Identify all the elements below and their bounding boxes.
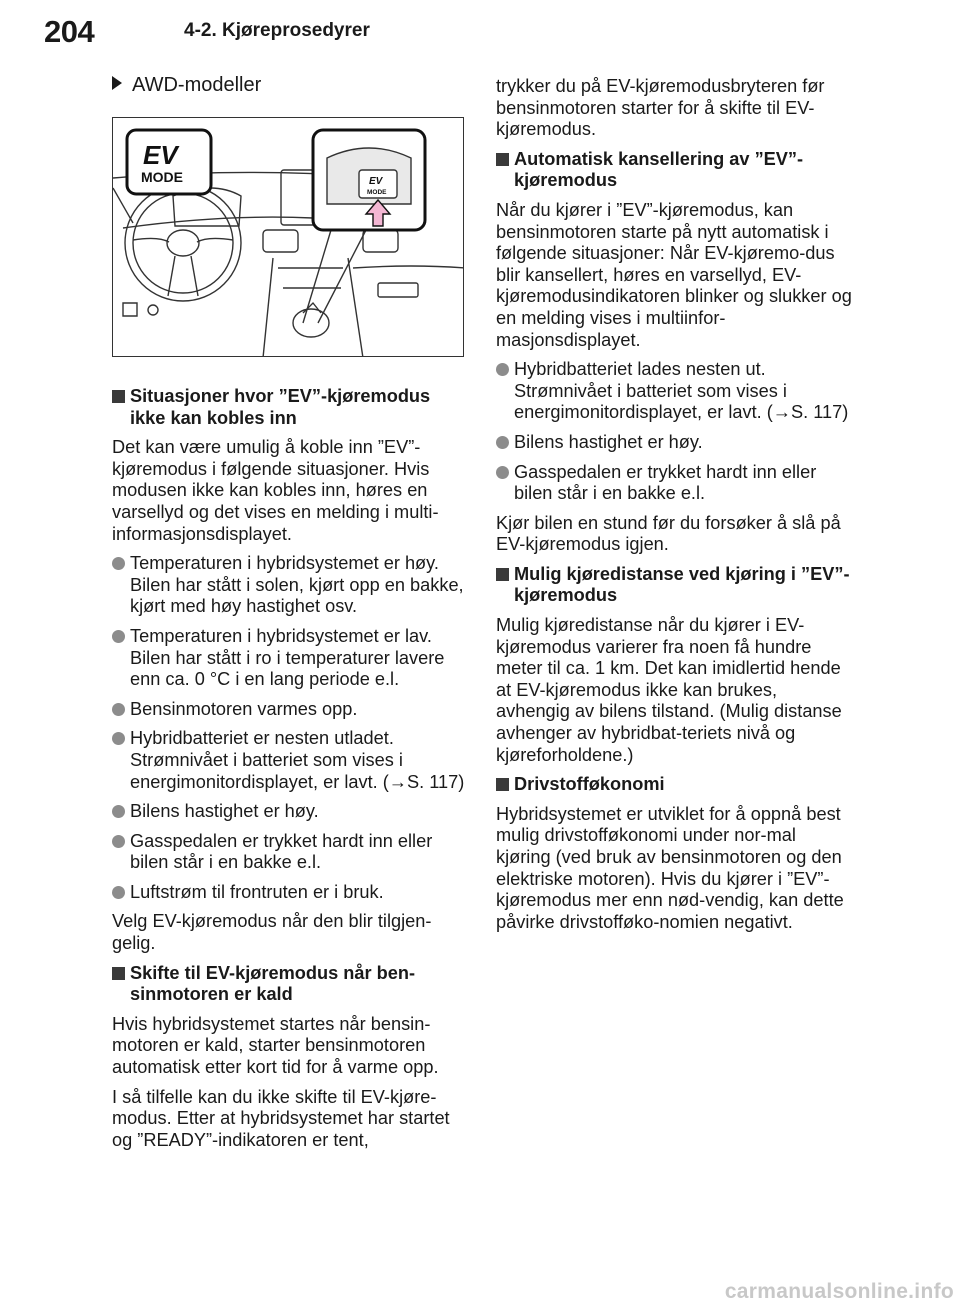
circle-bullet-icon <box>112 703 125 716</box>
left-column <box>112 386 468 1159</box>
page-header <box>0 0 960 70</box>
square-bullet-icon <box>496 153 509 166</box>
page-number: 204 <box>44 14 95 49</box>
dashboard-drawing <box>113 118 464 357</box>
paragraph: Hybridsystemet er utviklet for å oppnå best mulig drivstofføkonomi under nor-mal kjøring (ved bruk av bensinmotoren og den elektriske motoren). Hvis du kjører i ”EV”-kjøremodus mer enn nød-vendig, kan dette påvirke drivstofføko-nomien negativt. <box>496 803 844 932</box>
circle-bullet-icon <box>112 557 125 570</box>
circle-bullet-icon <box>112 805 125 818</box>
right-column <box>496 76 852 941</box>
paragraph: trykker du på EV-kjøremodusbryteren før bensinmotoren starter for å skifte til EV-kjøremodus. <box>496 76 825 140</box>
circle-bullet-icon <box>496 363 509 376</box>
section-heading: Automatisk kansellering av ”EV”-kjøremodus <box>496 149 852 192</box>
paragraph: Kjør bilen en stund før du forsøker å slå på EV-kjøremodus igjen. <box>496 512 841 555</box>
paragraph: Velg EV-kjøremodus når den blir tilgjen-gelig. <box>112 911 432 954</box>
circle-bullet-icon <box>112 630 125 643</box>
section-heading: Skifte til EV-kjøremodus når ben-sinmotoren er kald <box>112 963 468 1006</box>
section-heading: Situasjoner hvor ”EV”-kjøremodus ikke kan kobles inn <box>112 386 468 429</box>
callout-mode-label: MODE <box>141 169 183 185</box>
paragraph: Det kan være umulig å koble inn ”EV”-kjøremodus i følgende situasjoner. Hvis modusen ikke kan kobles inn, høres en varsellyd og det vises en melding i multi-informasjonsdisplayet. <box>112 437 439 544</box>
square-bullet-icon <box>496 778 509 791</box>
square-bullet-icon <box>496 568 509 581</box>
list-item: Hybridbatteriet lades nesten ut. Strømnivået i batteriet som vises i energimonitordisplayet, er lavt. (→S. 117) <box>496 359 852 424</box>
callout-ev-label: EV <box>143 140 178 170</box>
list-item: Bilens hastighet er høy. <box>112 801 468 823</box>
circle-bullet-icon <box>496 436 509 449</box>
circle-bullet-icon <box>112 886 125 899</box>
ev-mode-illustration <box>112 117 464 357</box>
paragraph: I så tilfelle kan du ikke skifte til EV-kjøre-modus. Etter at hybridsystemet har startet og ”READY”-indikatoren er tent, <box>112 1086 450 1150</box>
paragraph: Hvis hybridsystemet startes når bensin-motoren er kald, starter bensinmotoren automatisk etter kort tid for å varme opp. <box>112 1013 439 1078</box>
button-mode-label: MODE <box>367 189 387 196</box>
section-heading: Mulig kjøredistanse ved kjøring i ”EV”-kjøremodus <box>496 564 852 607</box>
model-title-text: AWD-modeller <box>132 74 262 96</box>
paragraph: Når du kjører i ”EV”-kjøremodus, kan bensinmotoren starte på nytt automatisk i følgende situasjoner: Når EV-kjøremo-dus blir kansellert, høres en varsellyd, EV-kjøremodusindikatoren blinker og slukker og en melding vises i multiinfor-masjonsdisplayet. <box>496 199 852 350</box>
paragraph: Mulig kjøredistanse når du kjører i EV-kjøremodus varierer fra noen få hundre meter til ca. 1 km. Det kan imidlertid hende at EV-kjøremodus ikke kan brukes, avhengig av bilens tilstand. (Mulig distanse avhenger av hybridbat-teriets nivå og kjøreforholdene.) <box>496 615 842 765</box>
section-heading: Drivstofføkonomi <box>496 774 852 796</box>
model-title <box>112 74 261 97</box>
square-bullet-icon <box>112 390 125 403</box>
square-bullet-icon <box>112 967 125 980</box>
circle-bullet-icon <box>112 732 125 745</box>
list-item: Temperaturen i hybridsystemet er lav. Bilen har stått i ro i temperaturer lavere enn ca. 0 °C i en lang periode e.l. <box>112 626 468 691</box>
list-item: Hybridbatteriet er nesten utladet. Strømnivået i batteriet som vises i energimonitordisplayet, er lavt. (→S. 117) <box>112 728 468 793</box>
list-item: Bilens hastighet er høy. <box>496 432 852 454</box>
button-ev-label: EV <box>369 176 383 187</box>
triangle-bullet-icon <box>112 76 122 90</box>
list-item: Temperaturen i hybridsystemet er høy. Bilen har stått i solen, kjørt opp en bakke, kjørt med høy hastighet osv. <box>112 553 468 618</box>
watermark: carmanualsonline.info <box>724 1280 954 1303</box>
circle-bullet-icon <box>112 835 125 848</box>
chapter-title: 4-2. Kjøreprosedyrer <box>184 20 370 41</box>
list-item: Gasspedalen er trykket hardt inn eller bilen står i en bakke e.l. <box>112 831 468 874</box>
list-item: Luftstrøm til frontruten er i bruk. <box>112 882 468 904</box>
circle-bullet-icon <box>496 466 509 479</box>
list-item: Bensinmotoren varmes opp. <box>112 699 468 721</box>
list-item: Gasspedalen er trykket hardt inn eller bilen står i en bakke e.l. <box>496 462 852 505</box>
